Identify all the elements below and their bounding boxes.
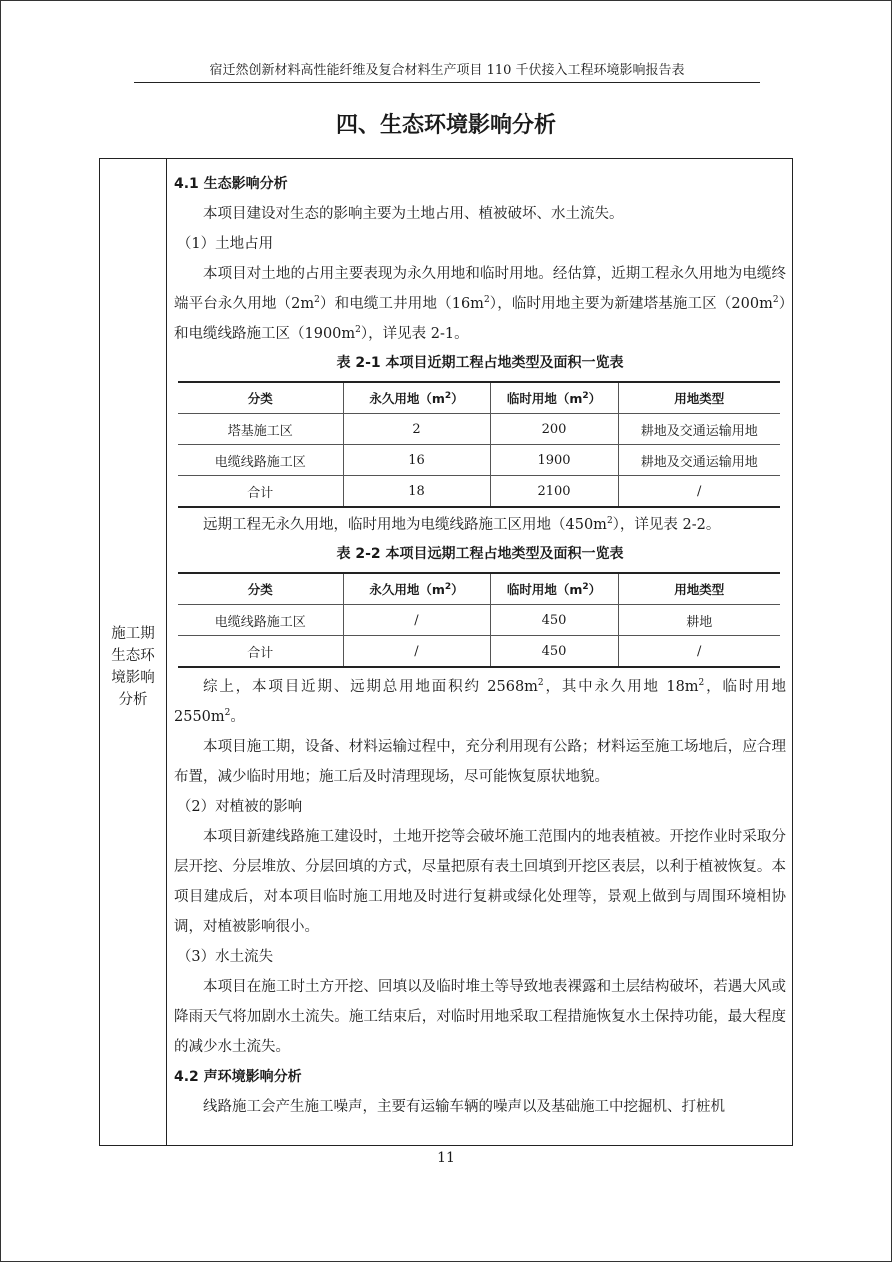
table-row — [178, 414, 780, 445]
header-land-type: 用地类型 — [618, 573, 780, 605]
table-cell: 450 — [490, 605, 618, 636]
table-row-total — [178, 476, 780, 508]
header-permanent-land: 永久用地$(m^2)$ — [343, 573, 490, 605]
left-category-cell — [100, 159, 167, 1145]
table-cell: / — [618, 636, 780, 668]
table-cell: 电缆线路施工区 — [178, 605, 343, 636]
subheading-vegetation: （2）对植被的影响 — [176, 799, 303, 815]
chapter-title: 四、生态环境影响分析 — [335, 113, 556, 138]
paragraph-total-area: 综上，本项目近期、远期总用地面积约 $2568m^2$，其中永久用地 $18m^2$，临时用地 $2550m^2$。 — [174, 678, 786, 725]
table-row-total — [178, 636, 780, 668]
table-cell: 1900 — [490, 445, 618, 476]
paragraph-far-term: 远期工程无永久用地，临时用地为电缆线路施工区用地$(450m^2)$，详见表 2-2。 — [203, 516, 721, 533]
table-row — [178, 445, 780, 476]
table-cell: 200 — [490, 414, 618, 445]
table-cell: 16 — [343, 445, 490, 476]
header-land-type: 用地类型 — [618, 382, 780, 414]
table-cell: 耕地 — [618, 605, 780, 636]
table-cell: 耕地及交通运输用地 — [618, 445, 780, 476]
table-cell: 450 — [490, 636, 618, 668]
table-row — [178, 605, 780, 636]
page-number: 11 — [437, 1150, 455, 1166]
section-heading-4-1: 4.1 生态影响分析 — [174, 176, 288, 192]
running-header: 宿迁然创新材料高性能纤维及复合材料生产项目 110 千伏接入工程环境影响报告表 — [134, 62, 760, 83]
header-category: 分类 — [178, 382, 343, 414]
subheading-soil-erosion: （3）水土流失 — [176, 949, 274, 965]
table-cell: 合计 — [178, 636, 343, 668]
table-cell: / — [618, 476, 780, 508]
table-cell: 2100 — [490, 476, 618, 508]
header-category: 分类 — [178, 573, 343, 605]
table-cell: 18 — [343, 476, 490, 508]
paragraph-intro: 本项目建设对生态的影响主要为土地占用、植被破坏、水土流失。 — [203, 206, 624, 222]
content-cell — [174, 169, 786, 1122]
table-cell: 电缆线路施工区 — [178, 445, 343, 476]
section-heading-4-2: 4.2 声环境影响分析 — [174, 1069, 302, 1085]
table-2-2-caption: 表 2-2 本项目远期工程占地类型及面积一览表 — [336, 546, 624, 562]
table-cell: 2 — [343, 414, 490, 445]
table-2-1-caption: 表 2-1 本项目近期工程占地类型及面积一览表 — [336, 355, 624, 371]
table-cell: 合计 — [178, 476, 343, 508]
table-header-row — [178, 573, 780, 605]
table-2-2 — [178, 572, 780, 668]
table-header-row — [178, 382, 780, 414]
paragraph-vegetation: 本项目新建线路施工建设时，土地开挖等会破坏施工范围内的地表植被。开挖作业时采取分层开挖、分层堆放、分层回填的方式，尽量把原有表土回填到开挖区表层，以利于植被恢复。本项目建成后，对本项目临时施工用地及时进行复耕或绿化处理等，景观上做到与周围环境相协调，对植被影响很小。 — [174, 829, 786, 935]
category-label: 施工期 生态环 境影响 分析 — [111, 626, 155, 708]
paragraph-construction: 本项目施工期，设备、材料运输过程中，充分利用现有公路；材料运至施工场地后，应合理布置，减少临时用地；施工后及时清理现场，尽可能恢复原状地貌。 — [174, 739, 786, 785]
paragraph-noise: 线路施工会产生施工噪声，主要有运输车辆的噪声以及基础施工中挖掘机、打桩机 — [203, 1099, 725, 1115]
paragraph-land-use: 本项目对土地的占用主要表现为永久用地和临时用地。经估算，近期工程永久用地为电缆终端平台永久用地$(2m^2)$和电缆工井用地$(16m^2)$，临时用地主要为新建塔基施工区$(200m^2)$和电缆线路施工区$(1900m^2)$，详见表 2-1。 — [174, 266, 786, 342]
paragraph-soil-erosion: 本项目在施工时土方开挖、回填以及临时堆土等导致地表裸露和土层结构破坏，若遇大风或降雨天气将加剧水土流失。施工结束后，对临时用地采取工程措施恢复水土保持功能，最大程度的减少水土流失。 — [174, 979, 786, 1055]
header-permanent-land: 永久用地$(m^2)$ — [343, 382, 490, 414]
table-cell: / — [343, 636, 490, 668]
table-cell: 塔基施工区 — [178, 414, 343, 445]
table-2-1 — [178, 381, 780, 508]
header-temporary-land: 临时用地$(m^2)$ — [490, 382, 618, 414]
table-cell: 耕地及交通运输用地 — [618, 414, 780, 445]
header-temporary-land: 临时用地$(m^2)$ — [490, 573, 618, 605]
subheading-land-use: （1）土地占用 — [176, 236, 274, 252]
content-table — [99, 158, 793, 1146]
table-cell: / — [343, 605, 490, 636]
